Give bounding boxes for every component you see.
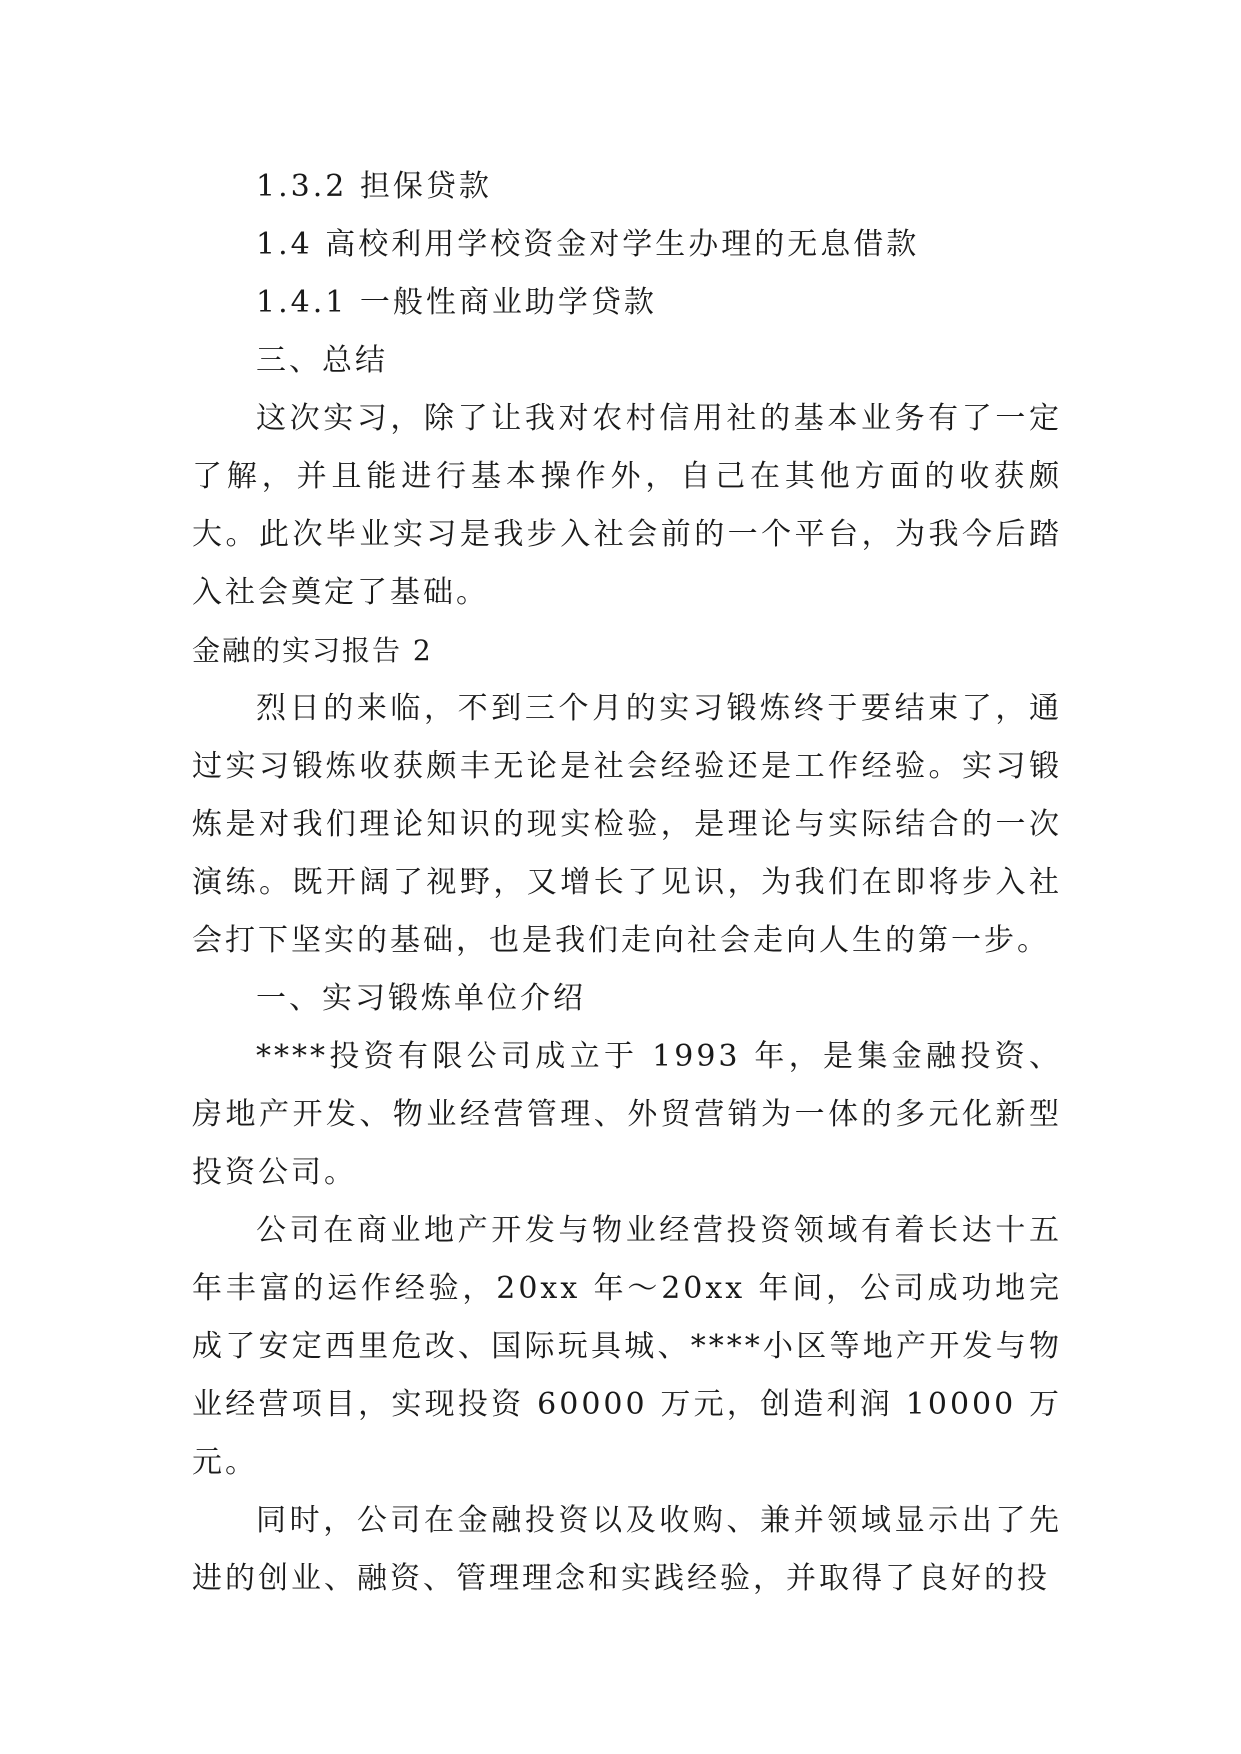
section-heading-1-4-1: 1.4.1 一般性商业助学贷款: [256, 285, 657, 320]
paragraph-intro: 烈日的来临，不到三个月的实习锻炼终于要结束了，通过实习锻炼收获颇丰无论是社会经验还是工作经验。实习锻炼是对我们理论知识的现实检验，是理论与实际结合的一次演练。既开阔了视野，又增长了见识，为我们在即将步入社会打下坚实的基础，也是我们走向社会走向人生的第一步。: [192, 691, 1062, 958]
section-heading-unit-intro: 一、实习锻炼单位介绍: [256, 981, 586, 1016]
paragraph-company-overview: ****投资有限公司成立于 1993 年，是集金融投资、房地产开发、物业经营管理、外贸营销为一体的多元化新型投资公司。: [192, 1039, 1062, 1190]
section-heading-1-3-2: 1.3.2 担保贷款: [256, 169, 492, 204]
document-body: [192, 158, 1062, 1608]
paragraph-summary: 这次实习，除了让我对农村信用社的基本业务有了一定了解，并且能进行基本操作外，自己在其他方面的收获颇大。此次毕业实习是我步入社会前的一个平台，为我今后踏入社会奠定了基础。: [192, 401, 1062, 610]
section-heading-summary: 三、总结: [256, 343, 388, 378]
section-heading-1-4: 1.4 高校利用学校资金对学生办理的无息借款: [256, 227, 920, 262]
paragraph-company-finance: 同时，公司在金融投资以及收购、兼并领域显示出了先进的创业、融资、管理理念和实践经验，并取得了良好的投: [192, 1503, 1062, 1596]
report-title-2: 金融的实习报告 2: [192, 634, 433, 667]
paragraph-company-experience: 公司在商业地产开发与物业经营投资领域有着长达十五年丰富的运作经验，20xx 年～20xx 年间，公司成功地完成了安定西里危改、国际玩具城、****小区等地产开发与物业经营项目，实现投资 60000 万元，创造利润 10000 万元。: [192, 1213, 1062, 1480]
